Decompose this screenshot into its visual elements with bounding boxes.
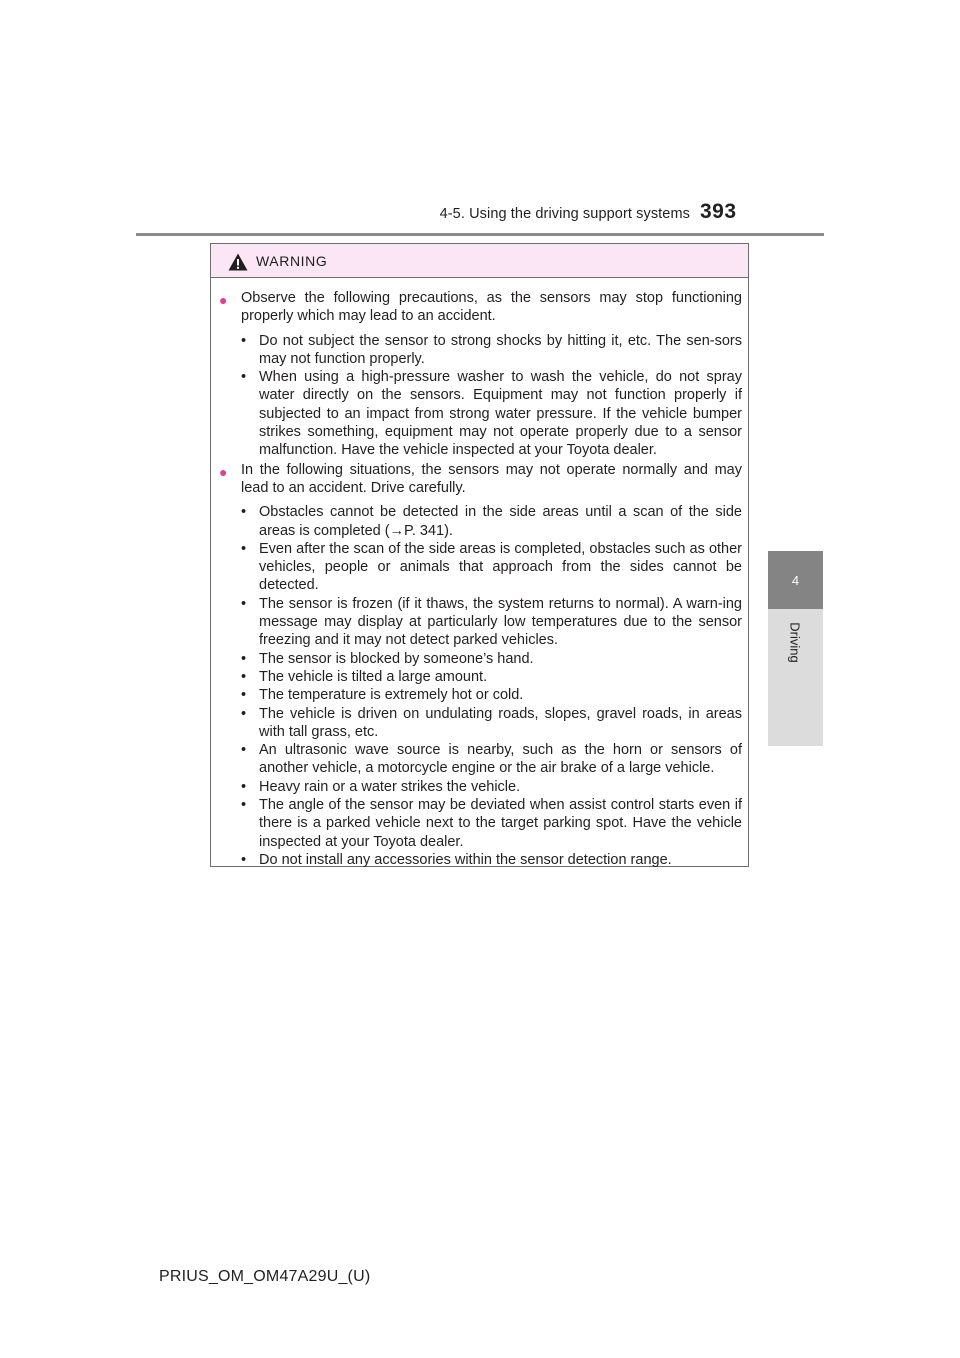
list-item (240, 503, 742, 540)
bullet-dot-icon: • (241, 797, 247, 814)
bullet-dot-icon: • (241, 540, 247, 557)
bullet-dot-icon: • (241, 705, 247, 722)
warning-paragraph (217, 461, 742, 498)
section-title: 4-5. Using the driving support systems (439, 206, 690, 222)
list-item-text: When using a high-pressure washer to wash the vehicle, do not spray water directly on the sensors. Equipment may not function properly if subjected to an impact from strong water pressure. If the vehicle bumper strikes something, equipment may not operate properly due to a sensor malfunction. Have the vehicle inspected at your Toyota dealer. (259, 369, 742, 459)
list-item-text: Do not install any accessories within the sensor detection range. (259, 851, 672, 868)
list-item (240, 686, 742, 704)
list-item-text: The vehicle is tilted a large amount. (259, 668, 488, 685)
list-item (240, 332, 742, 369)
list-item (240, 668, 742, 686)
bullet-dot-icon: • (241, 668, 247, 685)
list-item-text: Heavy rain or a water strikes the vehicle. (259, 778, 521, 795)
warning-paragraph-text: In the following situations, the sensors may not operate normally and may lead to an accident. Drive carefully. (241, 461, 742, 496)
bullet-dot-icon: • (241, 778, 247, 795)
warning-body (211, 278, 748, 869)
bullet-dot-icon: • (241, 595, 247, 612)
list-item (240, 851, 742, 869)
list-item (240, 741, 742, 778)
warning-header (211, 244, 748, 278)
list-item (240, 368, 742, 459)
bullet-dot-icon: • (241, 650, 247, 667)
bullet-dot-icon: • (241, 687, 247, 704)
warning-box (210, 243, 749, 867)
page-number: 393 (700, 200, 737, 223)
list-item-text: The vehicle is driven on undulating roads, slopes, gravel roads, in areas with tall grass, etc. (259, 705, 742, 740)
chapter-number: 4 (791, 572, 800, 588)
list-item (240, 540, 742, 595)
warning-sub-list (217, 332, 742, 460)
bullet-dot-icon: • (241, 742, 247, 759)
document-code: PRIUS_OM_OM47A29U_(U) (159, 1268, 371, 1285)
chapter-tab (768, 551, 823, 609)
list-item-text: Obstacles cannot be detected in the side areas until a scan of the side areas is completed (→P. 341). (259, 504, 742, 539)
bullet-dot-icon: • (241, 369, 247, 386)
list-item-text: The sensor is frozen (if it thaws, the system returns to normal). A warn-ing message may display at particularly low temperatures due to the sensor freezing and it may not detect parked vehicles. (259, 595, 742, 649)
header-divider (136, 233, 824, 236)
list-item (240, 705, 742, 742)
bullet-dot-icon: • (241, 332, 247, 349)
warning-triangle-icon (228, 253, 248, 271)
bullet-circle-icon: ● (219, 292, 228, 308)
warning-paragraph (217, 289, 742, 326)
bullet-circle-icon: ● (219, 463, 228, 480)
list-item-text: The angle of the sensor may be deviated when assist control starts even if there is a parked vehicle next to the target parking spot. Have the vehicle inspected at your Toyota dealer. (259, 797, 742, 850)
list-item-text: The temperature is extremely hot or cold. (259, 687, 524, 704)
chapter-label: Driving (788, 621, 803, 663)
warning-sub-list (217, 503, 742, 869)
list-item (240, 778, 742, 796)
list-item-text: Even after the scan of the side areas is completed, obstacles such as other vehicles, people or animals that approach from the sides cannot be detected. (259, 540, 742, 594)
list-item (240, 796, 742, 851)
list-item (240, 595, 742, 650)
list-item-text: An ultrasonic wave source is nearby, such as the horn or sensors of another vehicle, a motorcycle engine or the air brake of a large vehicle. (259, 742, 742, 777)
bullet-dot-icon: • (241, 851, 247, 868)
chapter-label-wrap (768, 612, 823, 672)
list-item-text: Do not subject the sensor to strong shocks by hitting it, etc. The sen-sors may not function properly. (259, 332, 742, 367)
list-item (240, 650, 742, 668)
bullet-dot-icon: • (241, 504, 247, 521)
warning-title: WARNING (256, 253, 328, 269)
warning-paragraph-text: Observe the following precautions, as the sensors may stop functioning properly which may lead to an accident. (241, 290, 742, 325)
list-item-text: The sensor is blocked by someone’s hand. (259, 650, 534, 667)
